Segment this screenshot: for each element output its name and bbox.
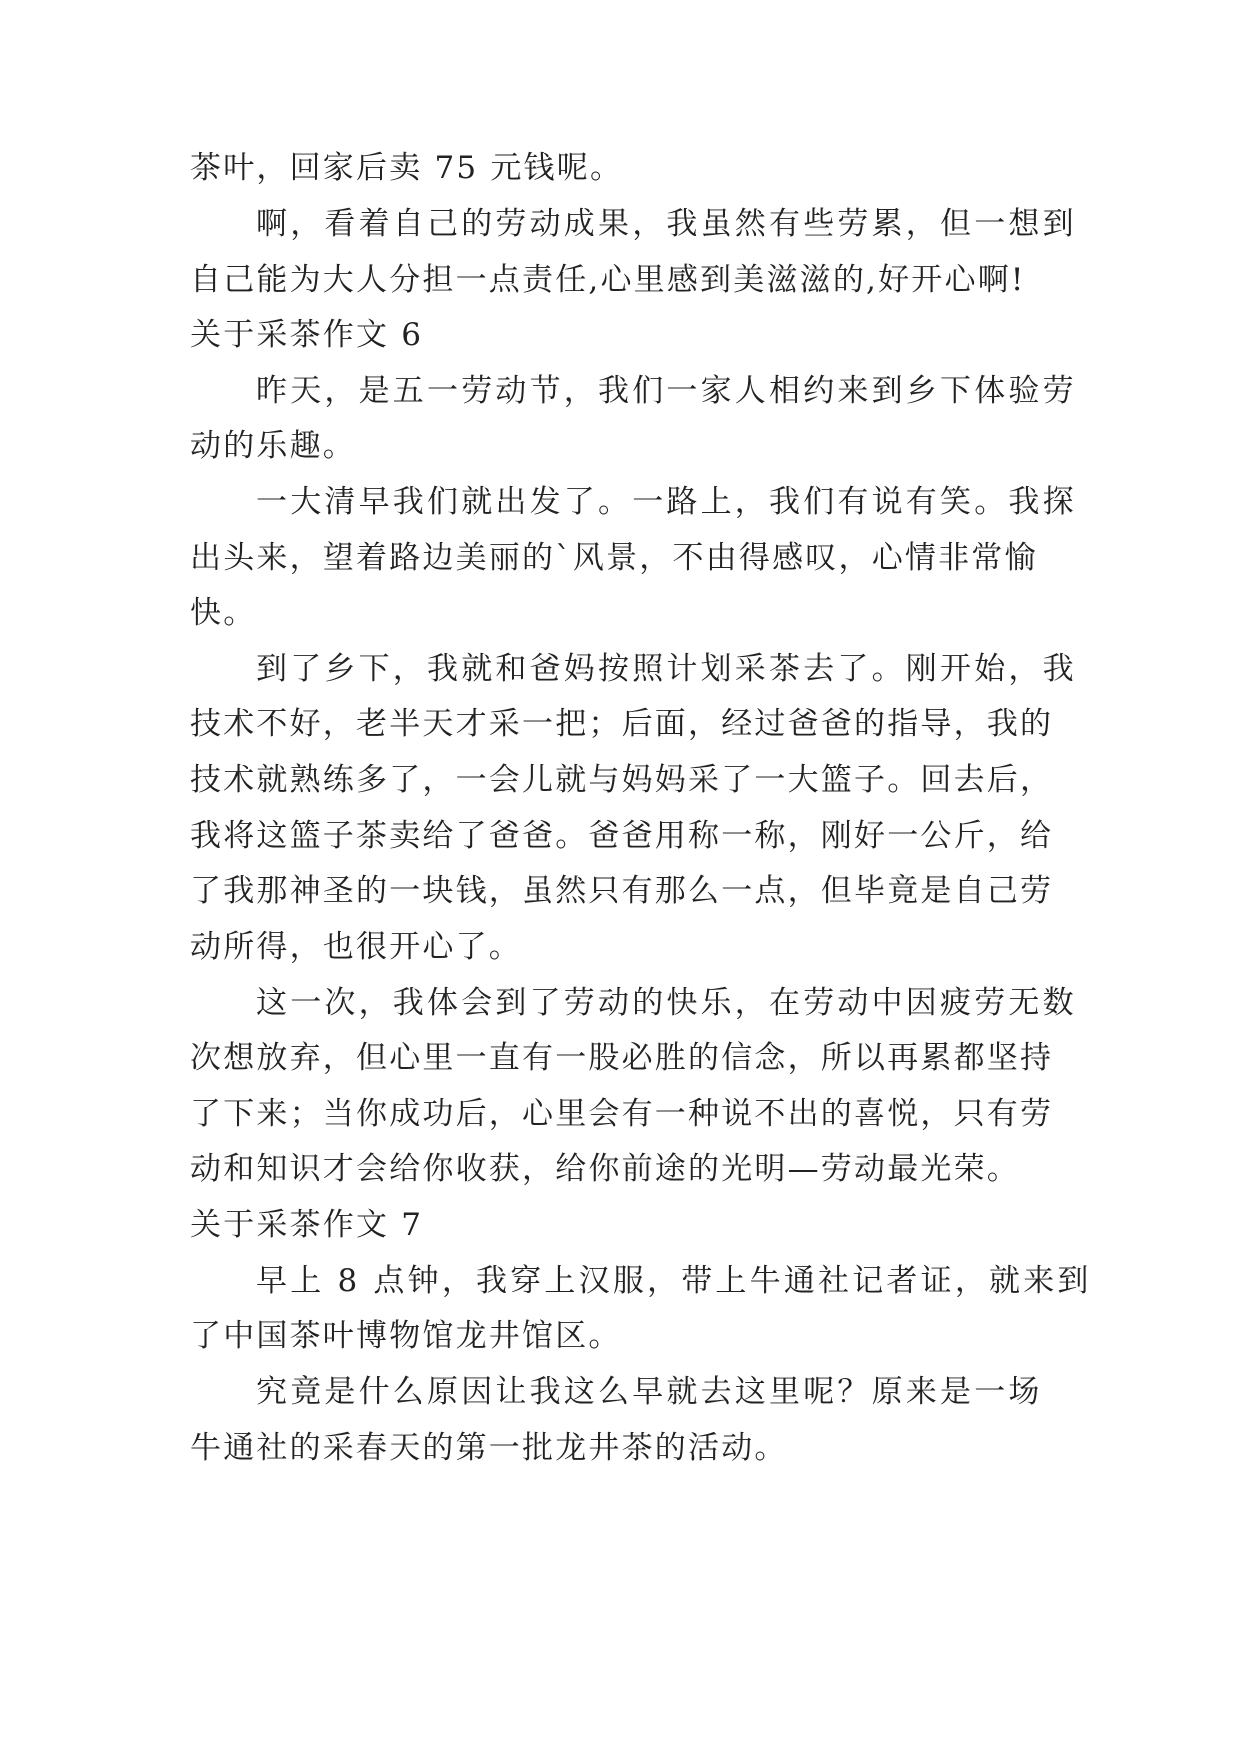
paragraph-line: 次想放弃，但心里一直有一股必胜的信念，所以再累都坚持 (190, 1040, 1054, 1076)
paragraph-line: 牛通社的采春天的第一批龙井茶的活动。 (190, 1430, 788, 1466)
paragraph-line: 动所得，也很开心了。 (190, 929, 522, 965)
paragraph-line: 出头来，望着路边美丽的`风景，不由得感叹，心情非常愉 (190, 540, 1038, 576)
paragraph-line: 我将这篮子茶卖给了爸爸。爸爸用称一称，刚好一公斤，给 (190, 818, 1054, 854)
paragraph-line: 茶叶，回家后卖 75 元钱呢。 (190, 150, 624, 186)
paragraph-line: 快。 (190, 595, 257, 631)
section-heading: 关于采茶作文 7 (190, 1207, 424, 1243)
paragraph-line: 动的乐趣。 (190, 428, 356, 464)
paragraph-line: 昨天，是五一劳动节，我们一家人相约来到乡下体验劳 (256, 373, 1077, 409)
paragraph-line: 了我那神圣的一块钱，虽然只有那么一点，但毕竟是自己劳 (190, 873, 1054, 909)
paragraph-line: 了下来；当你成功后，心里会有一种说不出的喜悦，只有劳 (190, 1096, 1054, 1132)
section-heading: 关于采茶作文 6 (190, 317, 424, 353)
paragraph-line: 啊，看着自己的劳动成果，我虽然有些劳累，但一想到 (256, 206, 1077, 242)
paragraph-line: 了中国茶叶博物馆龙井馆区。 (190, 1318, 622, 1354)
paragraph-line: 自己能为大人分担一点责任,心里感到美滋滋的,好开心啊! (190, 262, 1026, 298)
paragraph-line: 动和知识才会给你收获，给你前途的光明—劳动最光荣。 (190, 1151, 1020, 1187)
paragraph-line: 一大清早我们就出发了。一路上，我们有说有笑。我探 (256, 484, 1077, 520)
paragraph-line: 早上 8 点钟，我穿上汉服，带上牛通社记者证，就来到 (256, 1263, 1092, 1299)
paragraph-line: 技术不好，老半天才采一把；后面，经过爸爸的指导，我的 (190, 706, 1054, 742)
paragraph-line: 这一次，我体会到了劳动的快乐，在劳动中因疲劳无数 (256, 985, 1077, 1021)
paragraph-line: 究竟是什么原因让我这么早就去这里呢？原来是一场 (256, 1374, 1043, 1410)
paragraph-line: 技术就熟练多了，一会儿就与妈妈采了一大篮子。回去后， (190, 762, 1054, 798)
paragraph-line: 到了乡下，我就和爸妈按照计划采茶去了。刚开始，我 (256, 651, 1077, 687)
